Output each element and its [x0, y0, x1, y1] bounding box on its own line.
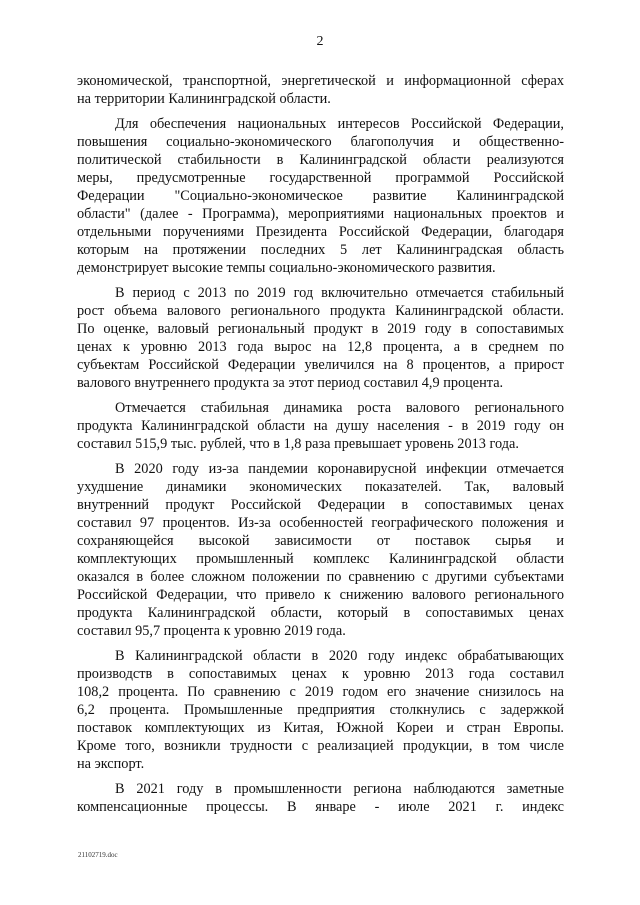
- paragraph: [77, 399, 564, 453]
- text-line: которым на протяжении последних 5 лет Калининградская область: [77, 242, 564, 258]
- text-line: сохраняющейся высокой зависимости от поставок сырья и: [77, 533, 564, 549]
- paragraph: [77, 115, 564, 277]
- text-line: на территории Калининградской области.: [77, 91, 331, 107]
- text-line: В 2020 году из-за пандемии коронавирусной инфекции отмечается: [115, 461, 564, 477]
- text-line: экономической, транспортной, энергетической и информационной сферах: [77, 73, 564, 89]
- text-line: продукта Калининградской области, который в сопоставимых ценах: [77, 605, 564, 621]
- text-line: повышения социально-экономического благополучия и общественно-: [77, 134, 564, 150]
- text-line: По оценке, валовый региональный продукт в 2019 году в сопоставимых: [77, 321, 564, 337]
- text-line: области" (далее - Программа), мероприятиями национальных проектов и: [77, 206, 564, 222]
- text-line: В Калининградской области в 2020 году индекс обрабатывающих: [115, 648, 564, 664]
- text-line: рост объема валового регионального продукта Калининградской области.: [77, 303, 564, 319]
- text-line: внутренний продукт Российской Федерации в сопоставимых ценах: [77, 497, 564, 513]
- text-line: Кроме того, возникли трудности с реализацией продукции, в том числе: [77, 738, 564, 754]
- text-line: демонстрирует высокие темпы социально-экономического развития.: [77, 260, 496, 276]
- text-line: Российской Федерации, что привело к снижению валового регионального: [77, 587, 564, 603]
- text-line: составил 95,7 процента к уровню 2019 года.: [77, 623, 346, 639]
- paragraph: [77, 647, 564, 773]
- text-line: 108,2 процента. По сравнению с 2019 годом его значение снизилось на: [77, 684, 564, 700]
- text-line: валового внутреннего продукта за этот период составил 4,9 процента.: [77, 375, 504, 391]
- text-line: Отмечается стабильная динамика роста валового регионального: [115, 400, 564, 416]
- page-number: 2: [316, 34, 324, 49]
- text-line: составил 515,9 тыс. рублей, что в 1,8 раза превышает уровень 2013 года.: [77, 436, 519, 452]
- text-line: оказался в более сложном положении по сравнению с другими субъектами: [77, 569, 564, 585]
- text-line: ценах к уровню 2013 года вырос на 12,8 процента, а в среднем по: [77, 339, 564, 355]
- text-line: отдельными поручениями Президента Российской Федерации, благодаря: [77, 224, 564, 240]
- document-body: [77, 72, 564, 823]
- paragraph: [77, 284, 564, 392]
- footer-filename: 21102719.doc: [78, 851, 118, 859]
- text-line: поставок комплектующих из Китая, Южной Кореи и стран Европы.: [77, 720, 564, 736]
- text-line: производств в сопоставимых ценах к уровню 2013 года составил: [77, 666, 564, 682]
- text-line: комплектующих промышленный комплекс Калининградской области: [77, 551, 564, 567]
- text-line: меры, предусмотренные государственной программой Российской: [77, 170, 564, 186]
- text-line: составил 97 процентов. Из-за особенностей географического положения и: [77, 515, 564, 531]
- paragraph: [77, 72, 564, 108]
- text-line: Федерации "Социально-экономическое развитие Калининградской: [77, 188, 564, 204]
- text-line: Для обеспечения национальных интересов Российской Федерации,: [115, 116, 564, 132]
- text-line: на экспорт.: [77, 756, 145, 772]
- text-line: компенсационные процессы. В январе - июле 2021 г. индекс: [77, 799, 564, 815]
- text-line: продукта Калининградской области на душу населения - в 2019 году он: [77, 418, 564, 434]
- text-line: В 2021 году в промышленности региона наблюдаются заметные: [115, 781, 564, 797]
- text-line: 6,2 процента. Промышленные предприятия столкнулись с задержкой: [77, 702, 564, 718]
- text-line: субъектам Российской Федерации увеличился на 8 процентов, а прирост: [77, 357, 564, 373]
- paragraph: [77, 780, 564, 816]
- text-line: политической стабильности в Калининградской области реализуются: [77, 152, 564, 168]
- text-line: В период с 2013 по 2019 год включительно отмечается стабильный: [115, 285, 564, 301]
- text-line: ухудшение динамики экономических показателей. Так, валовый: [77, 479, 564, 495]
- paragraph: [77, 460, 564, 640]
